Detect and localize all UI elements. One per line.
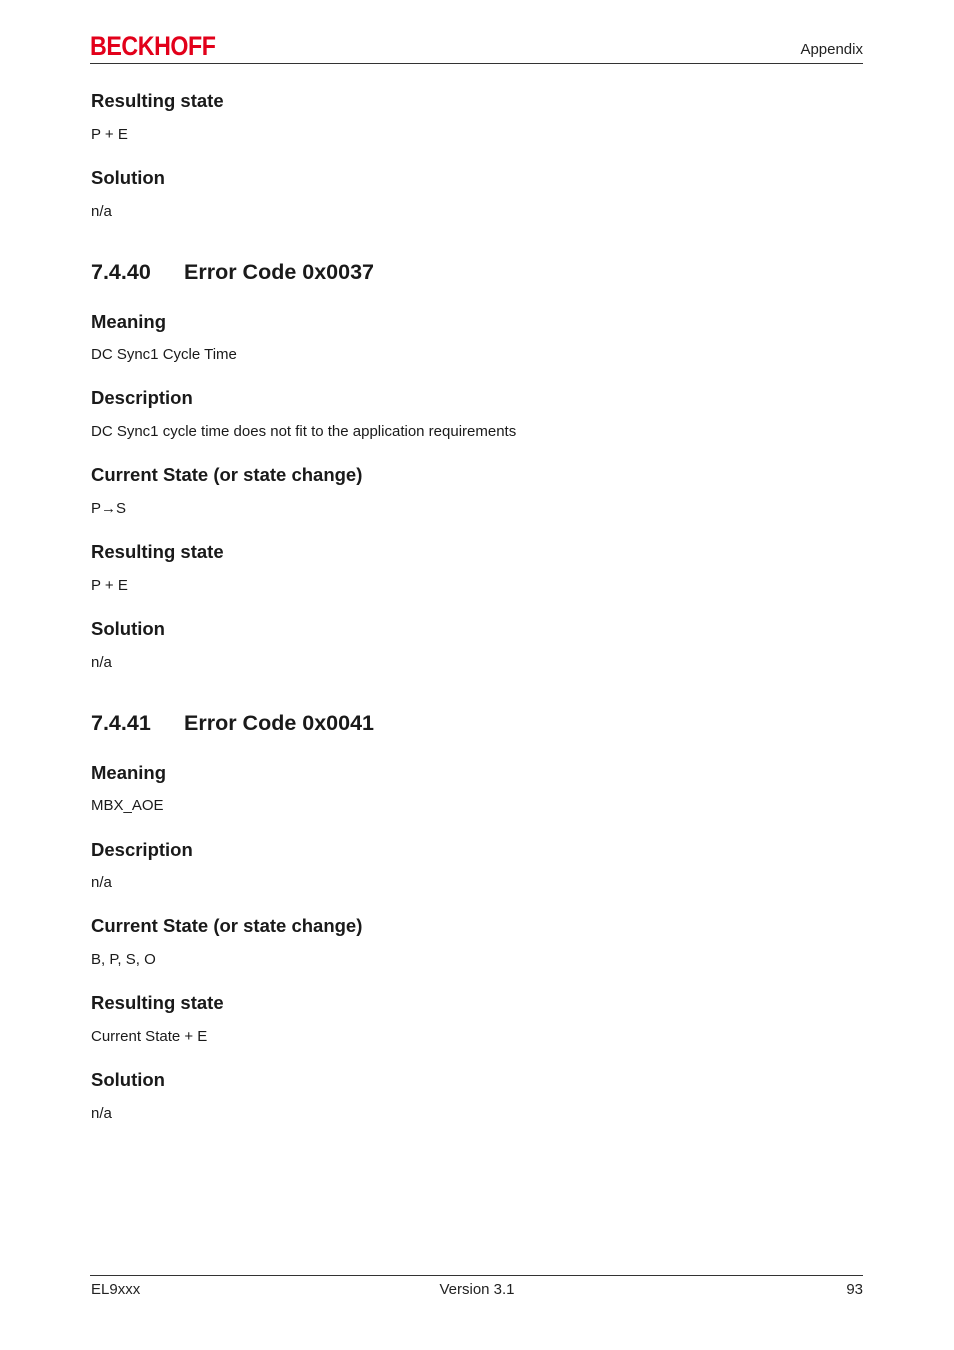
meaning-heading: Meaning xyxy=(91,762,167,783)
current-state-value: P→S xyxy=(91,500,127,517)
solution-heading: Solution xyxy=(91,167,165,188)
meaning-heading: Meaning xyxy=(91,311,167,332)
footer-page-number: 93 xyxy=(846,1281,863,1298)
resulting-state-heading: Resulting state xyxy=(91,541,224,562)
current-state-heading: Current State (or state change) xyxy=(91,464,363,485)
footer-divider xyxy=(90,1275,863,1276)
solution-heading: Solution xyxy=(91,1069,165,1090)
current-state-heading: Current State (or state change) xyxy=(91,915,363,936)
description-heading: Description xyxy=(91,839,193,860)
section-heading-7-4-41 xyxy=(91,711,374,736)
solution-value: n/a xyxy=(91,654,112,671)
current-state-value: B, P, S, O xyxy=(91,951,156,968)
solution-value: n/a xyxy=(91,203,112,220)
resulting-state-heading: Resulting state xyxy=(91,90,224,111)
section-heading-7-4-40 xyxy=(91,260,374,285)
description-heading: Description xyxy=(91,387,193,408)
resulting-state-heading: Resulting state xyxy=(91,992,224,1013)
footer-product: EL9xxx xyxy=(91,1281,141,1298)
resulting-state-value: P + E xyxy=(91,577,128,594)
description-value: DC Sync1 cycle time does not fit to the application requirements xyxy=(91,423,517,440)
resulting-state-value: P + E xyxy=(91,126,128,143)
description-value: n/a xyxy=(91,874,112,891)
section-number: 7.4.40 xyxy=(91,260,151,284)
solution-heading: Solution xyxy=(91,618,165,639)
section-title: Error Code 0x0041 xyxy=(184,711,375,735)
header-section-label: Appendix xyxy=(800,41,863,58)
section-title: Error Code 0x0037 xyxy=(184,260,375,284)
section-number: 7.4.41 xyxy=(91,711,151,735)
meaning-value: DC Sync1 Cycle Time xyxy=(91,346,237,363)
footer-version: Version 3.1 xyxy=(439,1281,515,1298)
solution-value: n/a xyxy=(91,1105,112,1122)
beckhoff-logo: BECKHOFF xyxy=(90,31,216,61)
meaning-value: MBX_AOE xyxy=(91,797,164,814)
resulting-state-value: Current State + E xyxy=(91,1028,208,1045)
header-divider xyxy=(90,63,863,64)
